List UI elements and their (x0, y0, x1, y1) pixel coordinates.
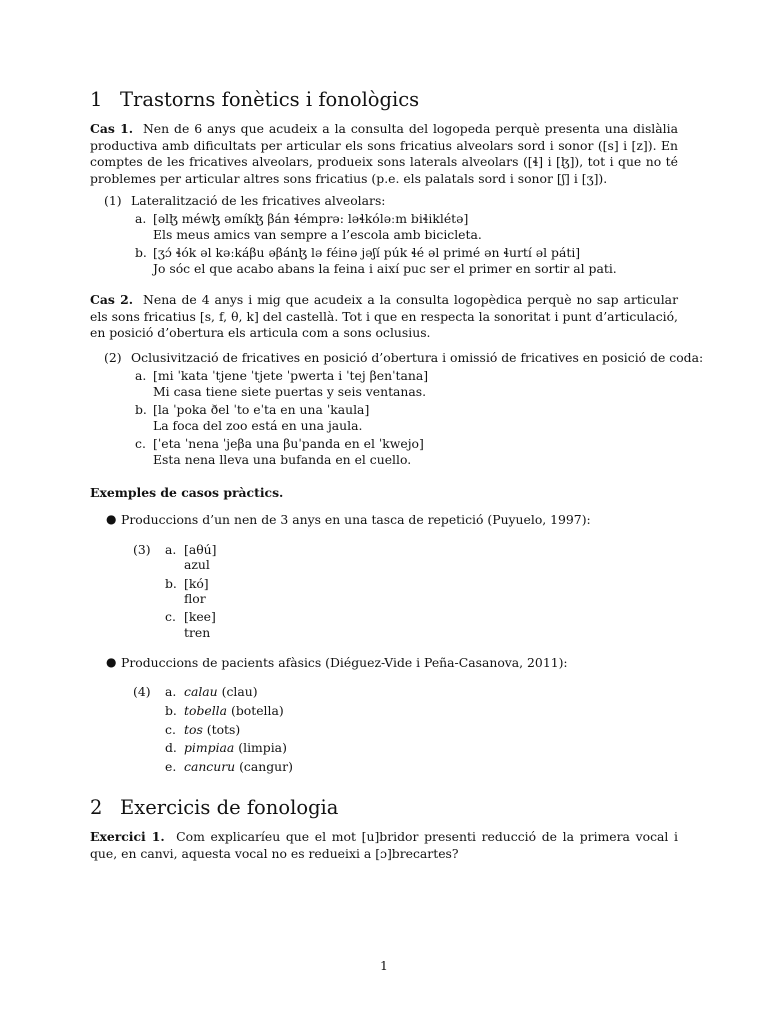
example-1b-gloss: Jo sóc el que acabo abans la feina i així puc ser el primer en sortir al pati. (153, 261, 617, 276)
cas-1-label: Cas 1. (90, 121, 134, 136)
example-4e-letter: e. (165, 759, 177, 774)
example-4d-letter: d. (165, 740, 177, 755)
example-3a-ipa: [aθú] (184, 542, 217, 557)
example-4d-word: pimpiaa (184, 740, 235, 755)
bullet-2-text: Produccions de pacients afàsics (Diéguez-Vide i Peña-Casanova, 2011): (121, 655, 568, 670)
examples-heading: Exemples de casos pràctics. (90, 485, 284, 500)
example-2-number: (2) (104, 350, 122, 365)
section-1-heading (90, 88, 419, 111)
example-2c-ipa: [ˈeta ˈnena ˈjeβa una βuˈpanda en el ˈkwejo] (153, 436, 424, 451)
example-1-title: Lateralització de les fricatives alveolars: (131, 193, 386, 208)
example-3b-gloss: flor (184, 591, 206, 606)
example-2b-gloss: La foca del zoo está en una jaula. (153, 418, 363, 433)
example-2a-gloss: Mi casa tiene siete puertas y seis ventanas. (153, 384, 427, 399)
example-2-title: Oclusivització de fricatives en posició d’obertura i omissió de fricatives en posició de coda: (131, 350, 704, 365)
example-4c-target: (tots) (206, 722, 241, 737)
exercici-1-label: Exercici 1. (90, 829, 165, 844)
example-4d-target: (limpia) (238, 740, 287, 755)
cas-2-text: Nena de 4 anys i mig que acudeix a la consulta logopèdica perquè no sap articular els sons fricatius [s, f, θ, k] del castellà. Tot i que en respecta la sonoritat i punt d’articulació, en posició d’obertura els articula com a sons oclusius. (90, 292, 678, 340)
exercici-1-paragraph (90, 829, 678, 862)
example-3c-gloss: tren (184, 625, 211, 640)
exercici-1-text: Com explicaríeu que el mot [u]bridor presenti reducció de la primera vocal i que, en canvi, aquesta vocal no es redueixi a [ɔ]brecartes? (90, 829, 678, 861)
example-1a-gloss: Els meus amics van sempre a l’escola amb bicicleta. (153, 227, 482, 242)
example-3b-ipa: [kó] (184, 576, 209, 591)
example-2b-letter: b. (135, 402, 147, 417)
example-2c-gloss: Esta nena lleva una bufanda en el cuello. (153, 452, 412, 467)
example-4c-word: tos (184, 722, 203, 737)
cas-1-text: Nen de 6 anys que acudeix a la consulta del logopeda perquè presenta una dislàlia productiva amb dificultats per articular els sons fricatius alveolars sord i sonor ([s] i [z]). En comptes de les fricatives alveolars, produeix sons laterals alveolars ([ɬ] i [ɮ]), tot i que no té problemes per articular altres sons fricatius (p.e. els palatals sord i sonor [ʃ] i [ʒ]). (90, 121, 678, 186)
example-2c-letter: c. (135, 436, 146, 451)
cas-2-label: Cas 2. (90, 292, 134, 307)
example-3a-gloss: azul (184, 557, 210, 572)
cas-2-paragraph (90, 292, 678, 342)
example-4b-letter: b. (165, 703, 177, 718)
example-1-number: (1) (104, 193, 122, 208)
page-number: 1 (380, 958, 388, 973)
example-4a-row (184, 684, 258, 700)
example-1b-ipa: [ʒɔ́ ɬók əl kəːkáβu əβánɮ lə féinə jəʃí púk ɬé əl primé ən ɬurtí əl páti] (153, 245, 581, 260)
example-4e-target: (cangur) (239, 759, 293, 774)
bullet-1-text: Produccions d’un nen de 3 anys en una tasca de repetició (Puyuelo, 1997): (121, 512, 591, 527)
bullet-dot-icon: ● (106, 512, 117, 526)
example-4c-letter: c. (165, 722, 176, 737)
example-3b-letter: b. (165, 576, 177, 591)
example-4c-row (184, 722, 240, 738)
example-3-number: (3) (133, 542, 151, 557)
example-4e-word: cancuru (184, 759, 236, 774)
example-4d-row (184, 740, 287, 756)
example-4e-row (184, 759, 293, 775)
example-4a-letter: a. (165, 684, 177, 699)
example-4a-target: (clau) (221, 684, 258, 699)
example-4a-word: calau (184, 684, 218, 699)
section-1-number: 1 (90, 88, 103, 111)
example-4b-target: (botella) (230, 703, 284, 718)
example-2b-ipa: [la ˈpoka ðel ˈto eˈta en una ˈkaula] (153, 402, 370, 417)
cas-1-paragraph (90, 121, 678, 187)
bullet-dot-icon: ● (106, 655, 117, 669)
example-1a-letter: a. (135, 211, 147, 226)
example-3a-letter: a. (165, 542, 177, 557)
section-2-number: 2 (90, 796, 103, 819)
section-2-title: Exercicis de fonologia (120, 796, 339, 819)
example-1b-letter: b. (135, 245, 147, 260)
example-3c-ipa: [kee] (184, 609, 216, 624)
example-3c-letter: c. (165, 609, 176, 624)
section-1-title: Trastorns fonètics i fonològics (120, 88, 420, 111)
example-1a-ipa: [əlɮ méwɮ əmíkɮ βán ɬémprə: ləɬkóləːm biɬiklétə] (153, 211, 469, 226)
example-4-number: (4) (133, 684, 151, 699)
example-2a-letter: a. (135, 368, 147, 383)
section-2-heading (90, 796, 338, 819)
example-4b-word: tobella (184, 703, 228, 718)
example-2a-ipa: [mi ˈkata ˈtjene ˈtjete ˈpwerta i ˈtej βenˈtana] (153, 368, 429, 383)
example-4b-row (184, 703, 284, 719)
